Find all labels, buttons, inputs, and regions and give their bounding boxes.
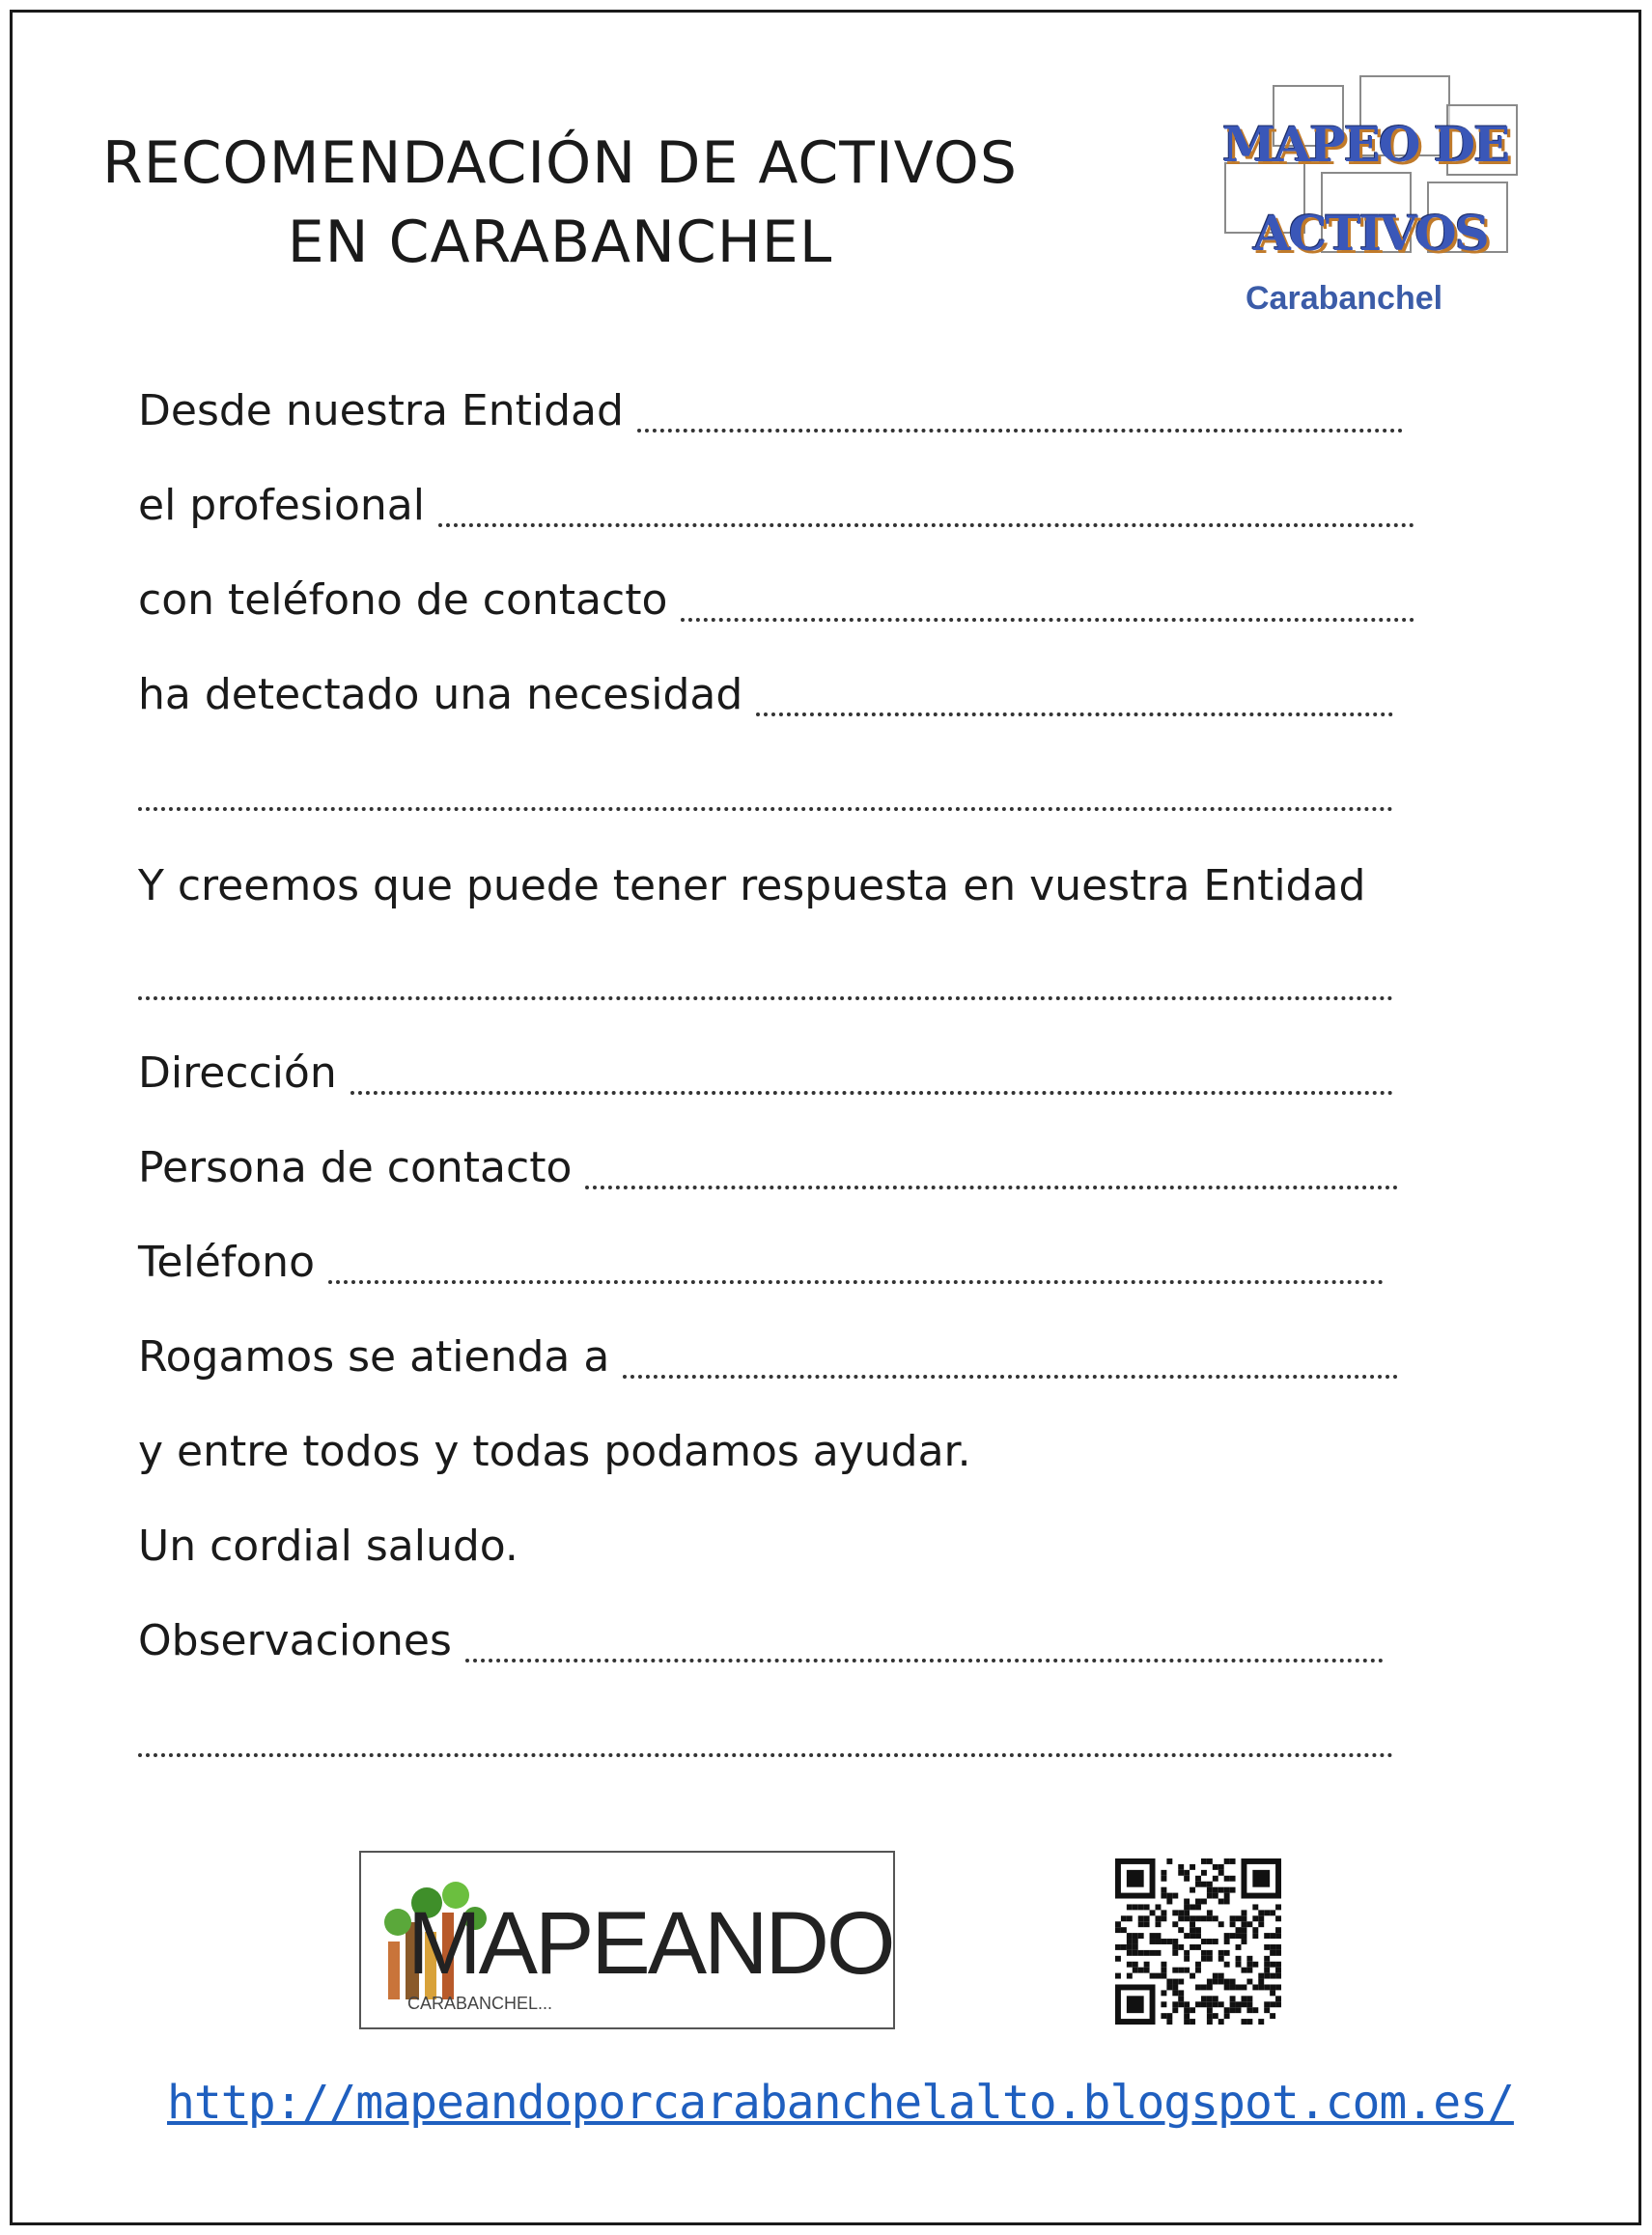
- fill-in-line[interactable]: [585, 1186, 1398, 1189]
- form-label: Dirección: [138, 1048, 337, 1098]
- fill-in-line[interactable]: [328, 1280, 1384, 1284]
- form-label: Y creemos que puede tener respuesta en vuestra Entidad: [138, 861, 1366, 910]
- form-row-saludo: [138, 1522, 1393, 1579]
- document-title: [68, 124, 1052, 282]
- logo-word: MAPEANDO: [407, 1894, 893, 1993]
- fill-in-line[interactable]: [138, 807, 1393, 811]
- title-line-1: RECOMENDACIÓN DE ACTIVOS: [102, 129, 1018, 197]
- form-row-respuesta-continuation[interactable]: [138, 954, 1393, 1012]
- form-row-direccion[interactable]: [138, 1048, 1393, 1106]
- fill-in-line[interactable]: [138, 1753, 1393, 1757]
- form-row-profesional[interactable]: [138, 481, 1414, 539]
- logo-sub-word: CARABANCHEL...: [407, 1994, 553, 2013]
- form-label: el profesional: [138, 481, 425, 530]
- form-label: Desde nuestra Entidad: [138, 386, 624, 435]
- fill-in-line[interactable]: [756, 712, 1393, 716]
- form-row-necesidad-continuation[interactable]: [138, 765, 1393, 823]
- qr-code-icon[interactable]: [1115, 1858, 1281, 2025]
- fill-in-line[interactable]: [623, 1375, 1398, 1379]
- form-row-respuesta: [138, 861, 1422, 919]
- form-row-necesidad[interactable]: [138, 670, 1393, 728]
- form-row-ayudar: [138, 1427, 1393, 1485]
- form-label: Rogamos se atienda a: [138, 1332, 610, 1382]
- form-label: Un cordial saludo.: [138, 1522, 518, 1571]
- fill-in-line[interactable]: [438, 523, 1414, 527]
- mapeo-de-activos-logo: [1215, 75, 1524, 331]
- fill-in-line[interactable]: [350, 1091, 1393, 1095]
- form-row-rogamos[interactable]: [138, 1332, 1398, 1390]
- form-label: ha detectado una necesidad: [138, 670, 743, 719]
- fill-in-line[interactable]: [637, 429, 1403, 433]
- logo-subtitle: Carabanchel: [1246, 280, 1443, 317]
- logo-text-line-1: MAPEO DE: [1222, 116, 1509, 173]
- form-label: Teléfono: [138, 1238, 315, 1287]
- mapeando-carabanchel-logo: [359, 1851, 895, 2029]
- form-label: y entre todos y todas podamos ayudar.: [138, 1427, 971, 1476]
- form-row-entidad[interactable]: [138, 386, 1403, 444]
- form-row-telefono-contacto[interactable]: [138, 575, 1414, 633]
- form-row-observaciones-continuation[interactable]: [138, 1711, 1393, 1769]
- form-row-persona-contacto[interactable]: [138, 1143, 1398, 1201]
- form-label: Observaciones: [138, 1616, 452, 1665]
- form-label: con teléfono de contacto: [138, 575, 668, 625]
- title-line-2: EN CARABANCHEL: [287, 209, 833, 276]
- fill-in-line[interactable]: [138, 996, 1393, 1000]
- fill-in-line[interactable]: [681, 618, 1414, 622]
- form-row-telefono[interactable]: [138, 1238, 1384, 1296]
- form-row-observaciones[interactable]: [138, 1616, 1384, 1674]
- form-label: Persona de contacto: [138, 1143, 573, 1192]
- blog-link[interactable]: http://mapeandoporcarabanchelalto.blogspot.com.es/: [167, 2076, 1514, 2130]
- fill-in-line[interactable]: [465, 1659, 1384, 1662]
- logo-text-line-2: ACTIVOS: [1253, 205, 1488, 262]
